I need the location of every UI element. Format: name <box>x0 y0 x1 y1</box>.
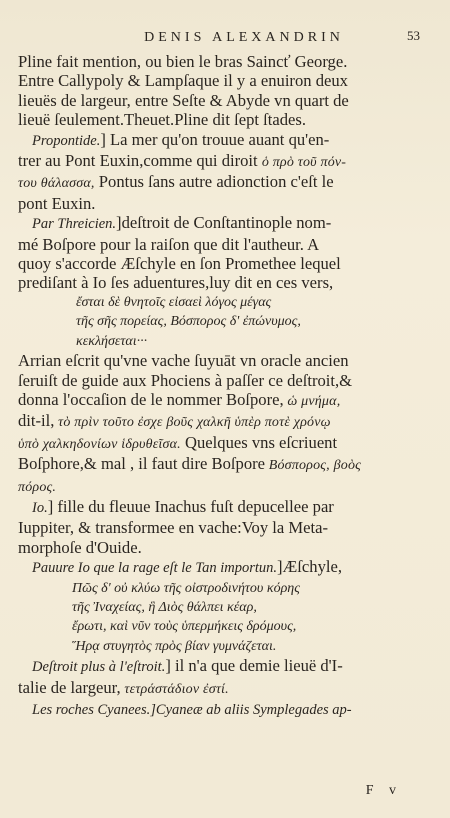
greek-text: Βόσπορος, βοὸς <box>265 458 362 474</box>
greek-text: πόρος. <box>18 479 57 495</box>
running-header <box>18 30 426 50</box>
paragraph <box>18 52 438 130</box>
line-text: ]Æſchyle, <box>277 557 342 577</box>
page-number: 53 <box>407 28 420 43</box>
text-line <box>18 172 438 193</box>
text-line <box>18 476 438 497</box>
text-line: Arrian eſcrit qu'vne vache ſuyuāt vn oracle ancien <box>18 351 349 371</box>
paragraph-threicien <box>18 213 438 351</box>
text-line: prediſant à Io ſes aduentures,luy dit en ces vers, <box>18 273 334 293</box>
lemma: Les roches Cyanees. <box>32 702 151 718</box>
greek-verse: Ἥρᾳ στυγητὸς πρὸς βίαν γυμνάζεται. <box>72 638 277 654</box>
lemma: Io. <box>32 499 48 516</box>
page-text <box>18 52 438 720</box>
text-line: pont Euxin. <box>18 193 96 213</box>
text-line: lieuë ſeulement.Theuet.Pline dit ſept ſtades. <box>18 110 307 130</box>
greek-text: τὸ πρὶν τοῦτο ἐσχε βοῦς χαλκῆ ὑπὲρ ποτὲ χρόνῳ <box>54 415 331 431</box>
paragraph-pauure-io <box>18 557 438 656</box>
line-text: Pontus ſans autre adionction c'eſt le <box>94 172 334 192</box>
greek-text: του θάλασσα, <box>18 176 95 192</box>
greek-verse: ἔσται δὲ θνητοῖς εἰσαεὶ λόγος μέγας <box>76 294 272 310</box>
text-line <box>18 557 438 578</box>
text-line: quoy s'accorde Æſchyle en ſon Promethee lequel <box>18 254 341 274</box>
text-line <box>18 433 438 454</box>
paragraph-arrian <box>18 351 438 497</box>
paragraph-destroit <box>18 656 438 699</box>
greek-verse: ἔρωτι, καὶ νῦν τοὺς ὑπερμήκεις δρόμους, <box>72 619 297 635</box>
greek-text: τετράστάδιον <box>120 681 200 697</box>
signature-mark: F v <box>365 783 402 798</box>
greek-text: ὑπὸ χαλκηδονίων ἱδρυθεῖσα. <box>18 436 181 452</box>
greek-verse: τῆς Ἰναχείας, ἣ Διὸς θάλπει κέαρ, <box>72 599 257 615</box>
text-line: Pline fait mention, ou bien le bras Saincť George. <box>18 52 348 71</box>
lemma: Par Threicien. <box>32 216 117 233</box>
text-line: morphoſe d'Ouide. <box>18 537 142 557</box>
line-text: ] il n'a que demie lieuë d'I- <box>165 656 343 676</box>
text-line <box>18 656 438 677</box>
line-text: ] fille du fleuue Inachus fuſt depucellee par <box>47 496 334 516</box>
text-line <box>18 151 438 172</box>
text-line <box>18 699 438 720</box>
lemma: Propontide. <box>32 132 101 149</box>
text-line: Entre Callypoly & Lampſaque il y a enuiron deux <box>18 71 348 91</box>
line-text: ]Cyaneæ ab aliis Symplegades ap- <box>150 702 352 718</box>
text-line <box>18 411 438 432</box>
line-text: Boſphore,& mal , il faut dire Boſpore <box>18 454 266 474</box>
running-title: DENIS ALEXANDRIN <box>144 30 344 45</box>
paragraph-io <box>18 497 438 557</box>
line-text: donna l'occaſion de le nommer Boſpore, <box>18 389 284 409</box>
line-text: ] La mer qu'on trouue auant qu'en- <box>100 129 330 149</box>
line-text: ]deſtroit de Conſtantinople nom- <box>116 213 332 233</box>
greek-verse: τῆς σῆς πορείας, Βόσπορος δ' ἐπώνυμος, <box>76 314 301 330</box>
paragraph-propontide <box>18 130 438 214</box>
line-text: dit-il, <box>18 411 55 431</box>
text-line: Iuppiter, & transformee en vache:Voy la Meta- <box>18 518 329 538</box>
text-line <box>18 678 438 699</box>
lemma: Deſtroit plus à l'eſtroit. <box>32 659 166 676</box>
text-line <box>18 213 438 234</box>
text-line <box>18 390 438 411</box>
greek-text: ὁ πρὸ τοῦ πόν- <box>261 155 347 171</box>
greek-verse: Πῶς δ' οὐ κλύω τῆς οἰστροδινήτου κόρης <box>72 580 300 596</box>
greek-text: ὡ μνήμα, <box>283 393 341 409</box>
line-text: talie de largeur, <box>18 677 121 697</box>
lemma: Pauure Io que la rage eſt le Tan importun. <box>32 560 278 577</box>
text-line: lieuës de largeur, entre Seſte & Abyde vn quart de <box>18 90 349 110</box>
text-line: mé Boſpore pour la raiſon que dit l'autheur. A <box>18 234 320 254</box>
line-text: Quelques vns eſcriuent <box>180 432 338 452</box>
greek-text: ἐστί. <box>199 681 229 697</box>
line-text: trer au Pont Euxin,comme qui diroit <box>18 151 258 171</box>
text-line: ſeruiſt de guide aux Phociens à paſſer ce deſtroit,& <box>18 370 353 390</box>
text-line <box>18 454 438 475</box>
text-line <box>18 130 438 151</box>
paragraph-roches <box>18 699 438 720</box>
greek-verse: κεκλήσεται··· <box>76 333 148 349</box>
text-line <box>18 497 438 518</box>
